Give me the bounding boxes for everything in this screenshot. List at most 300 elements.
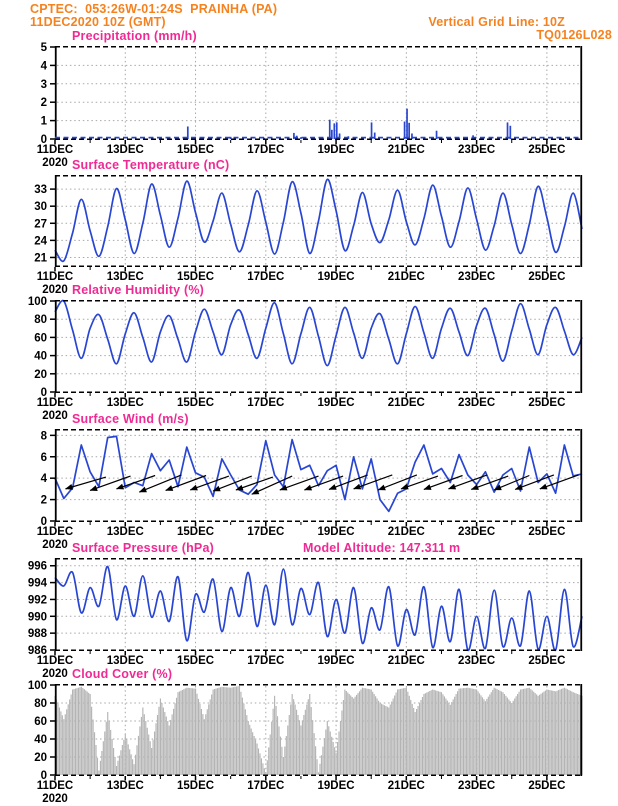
y-tick-label: 2 xyxy=(40,97,47,110)
cloud-column xyxy=(97,758,98,775)
cloud-column xyxy=(189,688,190,775)
cloud-column xyxy=(114,757,115,775)
y-tick-label: 27 xyxy=(34,218,47,231)
cloud-column xyxy=(223,687,224,775)
cloud-column xyxy=(579,695,580,775)
cloud-column xyxy=(84,689,85,775)
cloud-column xyxy=(166,717,167,776)
cloud-column xyxy=(284,747,285,776)
cloud-column xyxy=(296,710,297,775)
cloud-column xyxy=(176,698,177,775)
cloud-column xyxy=(258,748,259,775)
x-tick-label: 25DEC xyxy=(528,655,566,667)
cloud-column xyxy=(312,720,313,775)
cloud-column xyxy=(318,772,319,775)
cloud-column xyxy=(249,725,250,775)
cloud-column xyxy=(527,688,528,775)
cloud-column xyxy=(186,688,187,775)
cloud-column xyxy=(456,694,457,775)
x-tick-label: 13DEC xyxy=(106,780,144,792)
cloud-column xyxy=(210,699,211,775)
cloud-column xyxy=(188,688,189,775)
cloud-column xyxy=(305,710,306,775)
y-tick-label: 60 xyxy=(34,716,47,728)
cloud-column xyxy=(63,719,64,775)
cloud-column xyxy=(551,690,552,775)
surface-temperature-plot xyxy=(0,175,618,297)
cloud-column xyxy=(69,699,70,775)
cloud-column xyxy=(464,688,465,775)
cloud-column xyxy=(437,691,438,775)
wind-direction-arrow xyxy=(515,475,554,489)
cloud-column xyxy=(202,714,203,775)
x-tick-label: 11DEC xyxy=(36,144,74,156)
cloud-column xyxy=(341,711,342,776)
cloud-column xyxy=(499,691,500,775)
cloud-column xyxy=(410,700,411,775)
cloud-column xyxy=(91,707,92,775)
cloud-column xyxy=(568,690,569,775)
cloud-column xyxy=(324,738,325,775)
cloud-column xyxy=(217,688,218,775)
cloud-column xyxy=(384,705,385,775)
x-tick-label: 15DEC xyxy=(176,526,215,538)
cloud-column xyxy=(532,690,533,775)
cloud-column xyxy=(429,691,430,775)
cloud-column xyxy=(136,745,137,775)
y-tick-label: 40 xyxy=(34,350,47,363)
cloud-column xyxy=(251,729,252,776)
cloud-column xyxy=(120,750,121,775)
y-tick-label: 24 xyxy=(34,235,47,248)
cloud-column xyxy=(519,692,520,775)
x-tick-label: 21DEC xyxy=(387,144,425,156)
cloud-column xyxy=(555,691,556,775)
x-tick-label: 21DEC xyxy=(387,655,425,667)
cloud-column xyxy=(252,732,253,775)
cloud-column xyxy=(530,689,531,775)
cloud-column xyxy=(280,737,281,775)
cloud-column xyxy=(441,692,442,775)
y-tick-label: 0 xyxy=(40,770,47,782)
cloud-column xyxy=(460,688,461,775)
y-tick-label: 33 xyxy=(34,184,47,197)
cloud-column xyxy=(521,689,522,775)
surface-temperature-line xyxy=(55,179,582,261)
cloud-column xyxy=(157,715,158,775)
cloud-column xyxy=(161,703,162,775)
cloud-column xyxy=(237,686,238,775)
cloud-column xyxy=(309,694,310,775)
x-tick-label: 19DEC xyxy=(317,271,355,283)
cloud-column xyxy=(426,693,427,776)
cloud-column xyxy=(308,699,309,775)
cloud-column xyxy=(264,768,265,775)
y-tick-label: 988 xyxy=(27,628,47,641)
y-tick-label: 21 xyxy=(34,252,47,265)
cloud-column xyxy=(138,736,139,775)
cloud-column xyxy=(116,766,117,775)
cloud-column xyxy=(90,694,91,775)
cloud-column xyxy=(453,699,454,775)
year-label: 2020 xyxy=(42,668,68,680)
cloud-column xyxy=(295,705,296,776)
year-label: 2020 xyxy=(42,284,68,296)
model-altitude-label: Model Altitude: 147.311 m xyxy=(303,541,461,555)
y-tick-label: 992 xyxy=(27,594,47,607)
cloud-column xyxy=(458,689,459,775)
cloud-column xyxy=(549,690,550,775)
cloud-column xyxy=(567,689,568,775)
x-tick-label: 17DEC xyxy=(247,780,285,792)
cloud-column xyxy=(365,688,366,775)
cloud-column xyxy=(235,687,236,775)
cloud-column xyxy=(107,712,108,775)
cloud-column xyxy=(501,691,502,775)
x-tick-label: 23DEC xyxy=(458,144,496,156)
precip-bar xyxy=(436,131,438,139)
cloud-column xyxy=(546,690,547,776)
cloud-column xyxy=(185,688,186,775)
cloud-column xyxy=(297,715,298,775)
cloud-column xyxy=(328,726,329,775)
y-tick-label: 0 xyxy=(40,516,47,528)
cloud-column xyxy=(574,693,575,775)
year-label: 2020 xyxy=(42,157,68,169)
cloud-column xyxy=(554,691,555,775)
cloud-column xyxy=(104,732,105,776)
cloud-column xyxy=(381,704,382,775)
cloud-column xyxy=(415,712,416,775)
y-tick-label: 2 xyxy=(40,494,47,507)
cloud-column xyxy=(73,689,74,775)
x-tick-label: 13DEC xyxy=(106,144,144,156)
cloud-column xyxy=(76,688,77,775)
cloud-column xyxy=(350,696,351,776)
x-tick-label: 11DEC xyxy=(36,397,74,409)
cloud-column xyxy=(183,689,184,775)
cloud-column xyxy=(85,690,86,775)
x-tick-label: 25DEC xyxy=(528,526,566,538)
x-tick-label: 15DEC xyxy=(176,655,215,667)
cloud-column xyxy=(368,689,369,775)
cloud-column xyxy=(287,726,288,776)
cloud-column xyxy=(150,741,151,775)
cloud-column xyxy=(445,699,446,776)
cloud-column xyxy=(164,712,165,775)
cloud-column xyxy=(469,688,470,775)
cloud-column xyxy=(349,694,350,775)
cloud-column xyxy=(552,691,553,775)
cloud-column xyxy=(160,699,161,776)
product-code: TQ0126L028 xyxy=(536,28,612,42)
cloud-column xyxy=(220,687,221,775)
cloud-column xyxy=(242,698,243,775)
cloud-column xyxy=(420,700,421,775)
cloud-column xyxy=(191,688,192,775)
cloud-column xyxy=(362,688,363,775)
x-tick-label: 17DEC xyxy=(247,144,285,156)
cloud-column xyxy=(385,706,386,775)
cloud-column xyxy=(379,703,380,775)
cloud-column xyxy=(211,694,212,775)
precip-bar xyxy=(408,123,410,139)
x-tick-label: 11DEC xyxy=(36,780,74,792)
cloud-column xyxy=(300,726,301,776)
cloud-column xyxy=(79,687,80,775)
cloud-column xyxy=(148,735,149,776)
y-tick-label: 30 xyxy=(34,201,47,214)
x-tick-label: 25DEC xyxy=(528,144,566,156)
cloud-column xyxy=(366,689,367,775)
cloud-column xyxy=(299,720,300,775)
cloud-column xyxy=(378,701,379,775)
title-surface-wind: Surface Wind (m/s) xyxy=(72,412,189,426)
cloud-column xyxy=(466,688,467,775)
cloud-column xyxy=(375,696,376,775)
cloud-column xyxy=(387,707,388,775)
cloud-column xyxy=(356,695,357,775)
cloud-column xyxy=(145,721,146,775)
cloud-column xyxy=(508,699,509,775)
x-tick-label: 15DEC xyxy=(176,397,215,409)
cloud-column xyxy=(103,741,104,775)
x-tick-label: 11DEC xyxy=(36,526,74,538)
cloud-column xyxy=(100,761,101,775)
cloud-column xyxy=(451,702,452,775)
x-tick-label: 25DEC xyxy=(528,780,566,792)
cloud-column xyxy=(548,690,549,775)
cloud-column xyxy=(338,732,339,776)
cloud-column xyxy=(463,688,464,775)
cloud-column xyxy=(134,764,135,775)
cloud-column xyxy=(106,722,107,775)
cloud-column xyxy=(540,694,541,775)
cloud-column xyxy=(275,706,276,775)
cloud-column xyxy=(306,705,307,776)
cloud-column xyxy=(400,689,401,775)
cloud-column xyxy=(407,692,408,775)
x-tick-label: 21DEC xyxy=(387,526,425,538)
cloud-column xyxy=(369,689,370,775)
precip-bar xyxy=(406,109,408,139)
cloud-column xyxy=(413,708,414,775)
cloud-column xyxy=(75,689,76,775)
cloud-column xyxy=(154,732,155,776)
cloud-column xyxy=(543,692,544,775)
cloud-column xyxy=(218,688,219,775)
cloud-column xyxy=(261,758,262,775)
y-tick-label: 40 xyxy=(34,734,47,746)
cloud-column xyxy=(486,699,487,775)
title-cloud-cover: Cloud Cover (%) xyxy=(72,667,173,681)
cloud-column xyxy=(545,691,546,775)
cloud-column xyxy=(558,690,559,775)
title-surface-temperature: Surface Temperature (nC) xyxy=(72,158,230,172)
cloud-column xyxy=(325,730,326,775)
cloud-column xyxy=(283,757,284,775)
cloud-column xyxy=(533,692,534,775)
cloud-column xyxy=(293,699,294,775)
cloud-column xyxy=(403,688,404,775)
surface-pressure-plot xyxy=(0,558,618,681)
x-tick-label: 25DEC xyxy=(528,271,566,283)
y-tick-label: 20 xyxy=(34,752,47,764)
y-tick-label: 994 xyxy=(27,577,47,590)
cloud-column xyxy=(273,709,274,775)
precip-bar xyxy=(329,120,331,139)
y-tick-label: 0 xyxy=(40,387,47,399)
cloud-column xyxy=(240,692,241,775)
cloud-column xyxy=(195,689,196,775)
cloud-column xyxy=(573,692,574,775)
cloud-column xyxy=(482,697,483,775)
cloud-column xyxy=(66,709,67,775)
cloud-column xyxy=(215,689,216,775)
y-tick-label: 20 xyxy=(34,368,47,381)
cloud-column xyxy=(396,693,397,776)
y-tick-label: 986 xyxy=(27,645,47,657)
cloud-column xyxy=(363,688,364,775)
cloud-column xyxy=(432,690,433,776)
cloud-column xyxy=(151,748,152,775)
cloud-column xyxy=(331,737,332,775)
cloud-column xyxy=(417,706,418,775)
relative-humidity-plot xyxy=(0,296,618,423)
cloud-column xyxy=(507,698,508,775)
cloud-column xyxy=(457,691,458,775)
cloud-column xyxy=(428,692,429,775)
cloud-column xyxy=(502,692,503,775)
surface-wind-line xyxy=(55,436,582,511)
cloud-column xyxy=(155,723,156,775)
cloud-column xyxy=(243,703,244,775)
year-label: 2020 xyxy=(42,410,68,422)
cloud-column xyxy=(129,749,130,775)
y-tick-label: 990 xyxy=(27,611,47,624)
x-tick-label: 15DEC xyxy=(176,144,215,156)
cloud-column xyxy=(438,691,439,775)
cloud-column xyxy=(337,742,338,775)
x-tick-label: 17DEC xyxy=(247,526,285,538)
cloud-column xyxy=(232,687,233,775)
wind-direction-arrow xyxy=(166,476,206,491)
cloud-column xyxy=(302,720,303,775)
precipitation-plot xyxy=(0,42,618,170)
cloud-column xyxy=(122,745,123,775)
cloud-column xyxy=(444,696,445,775)
cloud-column xyxy=(559,690,560,776)
cloud-column xyxy=(505,696,506,775)
cloud-column xyxy=(435,690,436,775)
cloud-column xyxy=(475,689,476,775)
x-tick-label: 15DEC xyxy=(176,271,215,283)
cloud-column xyxy=(398,689,399,775)
cloud-column xyxy=(564,688,565,775)
cloud-column xyxy=(577,694,578,775)
cloud-column xyxy=(360,690,361,776)
x-tick-label: 15DEC xyxy=(176,780,215,792)
cloud-column xyxy=(423,694,424,775)
cloud-column xyxy=(412,704,413,775)
y-tick-label: 3 xyxy=(40,78,47,91)
cloud-column xyxy=(374,694,375,775)
y-tick-label: 8 xyxy=(40,430,47,443)
cloud-column xyxy=(274,696,275,775)
cloud-column xyxy=(147,728,148,775)
cloud-column xyxy=(479,693,480,775)
cloud-column xyxy=(169,726,170,776)
cloud-column xyxy=(391,702,392,776)
cloud-column xyxy=(196,694,197,775)
cloud-column xyxy=(126,739,127,775)
cloud-column xyxy=(201,709,202,775)
x-tick-label: 23DEC xyxy=(458,780,496,792)
cloud-column xyxy=(182,690,183,775)
vertical-grid-line-note: Vertical Grid Line: 10Z xyxy=(428,15,565,29)
cloud-column xyxy=(514,699,515,776)
title-precipitation: Precipitation (mm/h) xyxy=(72,29,197,43)
y-tick-label: 5 xyxy=(40,42,47,54)
cloud-column xyxy=(372,692,373,775)
cloud-column xyxy=(229,688,230,775)
cloud-column xyxy=(256,744,257,776)
cloud-column xyxy=(113,748,114,775)
cloud-column xyxy=(221,687,222,775)
cloud-column xyxy=(526,688,527,775)
cloud-column xyxy=(461,688,462,775)
cloud-column xyxy=(517,694,518,775)
cloud-column xyxy=(377,699,378,776)
cloud-column xyxy=(470,688,471,775)
cloud-column xyxy=(246,715,247,775)
precip-bar xyxy=(371,122,373,139)
y-tick-label: 60 xyxy=(34,332,47,345)
cloud-column xyxy=(93,720,94,776)
cloud-column xyxy=(153,740,154,775)
y-tick-label: 100 xyxy=(27,680,47,692)
cloud-column xyxy=(94,732,95,775)
cloud-column xyxy=(290,705,291,776)
x-tick-label: 25DEC xyxy=(528,397,566,409)
cloud-column xyxy=(230,688,231,775)
cloud-column xyxy=(262,763,263,775)
cloud-column xyxy=(504,694,505,775)
cloud-column xyxy=(434,690,435,775)
cloud-column xyxy=(393,699,394,776)
cloud-column xyxy=(57,704,58,775)
cloud-column xyxy=(561,689,562,775)
cloud-column xyxy=(524,689,525,775)
precip-bar xyxy=(404,122,406,139)
cloud-column xyxy=(431,690,432,775)
cloud-column xyxy=(112,739,113,775)
x-tick-label: 13DEC xyxy=(106,655,144,667)
cloud-column xyxy=(353,699,354,776)
x-tick-label: 17DEC xyxy=(247,271,285,283)
cloud-column xyxy=(233,687,234,775)
cloud-column xyxy=(422,697,423,775)
cloud-column xyxy=(259,753,260,775)
cloud-column xyxy=(557,691,558,775)
cloud-column xyxy=(538,696,539,775)
cloud-column xyxy=(226,687,227,775)
cloud-column xyxy=(68,704,69,775)
cloud-column xyxy=(144,714,145,775)
cloud-column xyxy=(409,696,410,775)
x-tick-label: 23DEC xyxy=(458,397,496,409)
cloud-column xyxy=(88,693,89,775)
